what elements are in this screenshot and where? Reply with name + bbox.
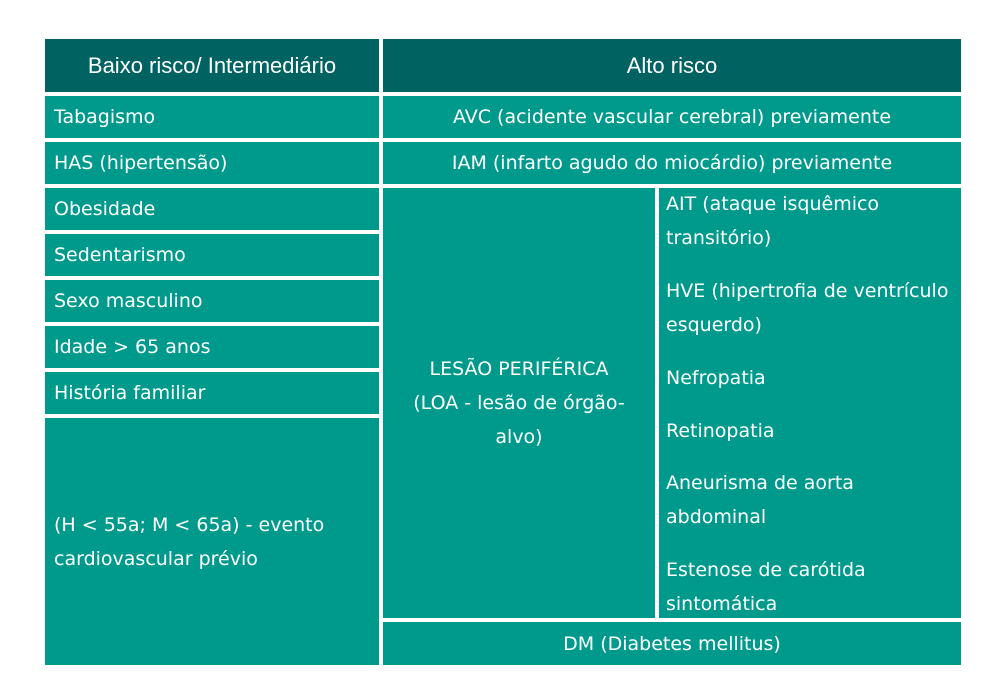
- high-risk-dm: [383, 622, 961, 665]
- loa-item-estenose: Estenose de carótida sintomática: [666, 559, 866, 615]
- header-high-risk: [383, 39, 961, 92]
- low-risk-item-has: [45, 142, 379, 184]
- high-risk-avc: [383, 96, 961, 138]
- low-risk-item-label: HAS (hipertensão): [54, 152, 228, 174]
- low-risk-item-label: Tabagismo: [54, 106, 156, 128]
- low-risk-item-idade: [45, 326, 379, 368]
- low-risk-item-tabagismo: [45, 96, 379, 138]
- low-risk-item-label: História familiar: [54, 382, 206, 404]
- loa-item-aneurisma: Aneurisma de aorta abdominal: [666, 472, 854, 528]
- header-low-risk-label: Baixo risco/ Intermediário: [87, 52, 337, 78]
- low-risk-item-label: Sedentarismo: [54, 244, 186, 266]
- low-risk-item-label: Obesidade: [54, 198, 156, 220]
- high-risk-dm-label: DM (Diabetes mellitus): [563, 632, 781, 655]
- loa-item-hve: HVE (hipertrofia de ventrículo esquerdo): [666, 280, 949, 336]
- low-risk-item-historia: [45, 372, 379, 414]
- high-risk-iam: [383, 142, 961, 184]
- header-high-risk-label: Alto risco: [626, 52, 718, 78]
- low-risk-item-obesidade: [45, 188, 379, 230]
- high-risk-loa: [383, 188, 655, 618]
- low-risk-item-evento: [45, 418, 379, 665]
- loa-item-nefropatia: Nefropatia: [666, 367, 766, 389]
- low-risk-item-label: Idade > 65 anos: [54, 336, 211, 358]
- header-low-risk: [45, 39, 379, 92]
- low-risk-item-sexo: [45, 280, 379, 322]
- low-risk-item-label: Sexo masculino: [54, 290, 203, 312]
- loa-item-ait: AIT (ataque isquêmico transitório): [666, 193, 880, 249]
- low-risk-item-sedentarismo: [45, 234, 379, 276]
- high-risk-iam-label: IAM (infarto agudo do miocárdio) previamente: [451, 152, 893, 174]
- low-risk-item-label: (H < 55a; M < 65a) - evento cardiovascular prévio: [54, 513, 325, 570]
- high-risk-avc-label: AVC (acidente vascular cerebral) previamente: [452, 106, 892, 128]
- loa-item-retinopatia: Retinopatia: [666, 420, 775, 442]
- high-risk-loa-label: LESÃO PERIFÉRICA (LOA - lesão de órgão-alvo): [413, 358, 625, 448]
